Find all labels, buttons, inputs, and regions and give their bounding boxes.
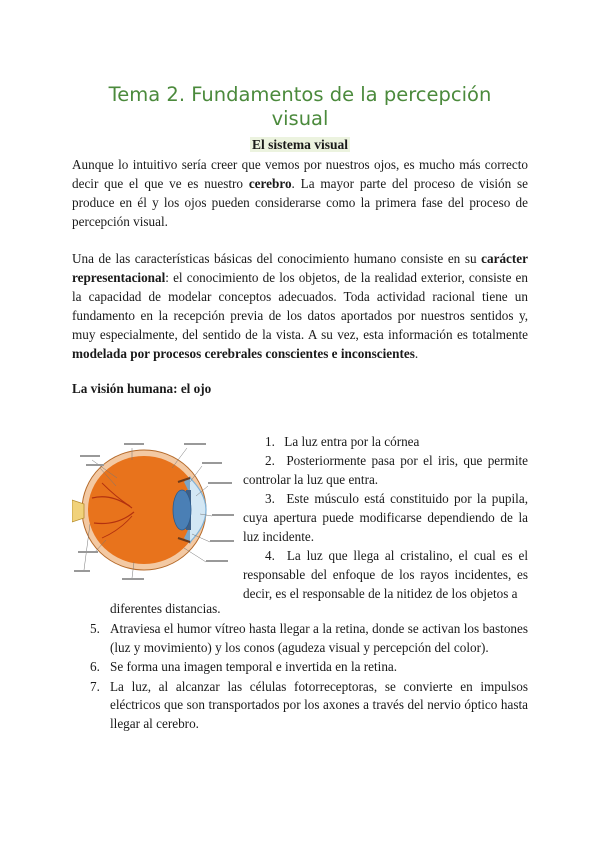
list-item-text: Se forma una imagen temporal e invertida en la retina. [110, 659, 398, 674]
section-heading-text: El sistema visual [251, 137, 348, 152]
list-item [243, 432, 528, 451]
list-item-number: 3. [265, 491, 275, 506]
list-item [243, 546, 528, 603]
list-item-number: 7. [90, 678, 100, 694]
subheading-eye: La visión humana: el ojo [72, 381, 212, 396]
paragraph-rep-text-2: : el conocimiento de los objetos, de la realidad exterior, consiste en la capacidad de modelar conceptos adecuados. Toda actividad racional tiene un fundamento en la recepción previa de los datos aportados por nuestros sentidos y, muy especialmente, del sentido de la vista. A su vez, esta información es totalmente [72, 270, 528, 342]
paragraph-representational [72, 249, 528, 363]
paragraph-intro-bold: cerebro [248, 176, 292, 191]
list-item-text: Atraviesa el humor vítreo hasta llegar a la retina, donde se activan los bastones (luz y movimiento) y los conos (agudeza visual y percepción del color). [110, 621, 528, 655]
list-item [243, 489, 528, 546]
list-steps-1-4 [243, 432, 528, 603]
list-item-number: 6. [90, 659, 100, 674]
paragraph-intro-text-2: . La mayor parte del proceso de visión se produce en él y los ojos pueden considerarse como la primera fase del proceso de percepción visual. [72, 176, 529, 229]
list-item-number: 5. [90, 621, 100, 636]
paragraph-rep-text-3: . [414, 346, 419, 361]
page-title: Tema 2. Fundamentos de la percepción visual [108, 83, 492, 131]
list-item-text: Posteriormente pasa por el iris, que permite controlar la luz que entra. [243, 453, 528, 487]
paragraph-rep-text-1: Una de las características básicas del conocimiento humano consiste en su [72, 251, 482, 266]
list-item [90, 678, 528, 734]
list-item-continuation: diferentes distancias. [110, 601, 221, 616]
list-item [90, 658, 528, 677]
list-item [243, 451, 528, 489]
paragraph-intro-text-1: Aunque lo intuitivo sería creer que vemos por nuestros ojos, es mucho más correcto decir que el que ve es nuestro [72, 157, 528, 191]
paragraph-rep-bold-1: carácter representacional [72, 251, 528, 285]
list-item-number: 2. [265, 453, 275, 468]
list-item-text: La luz entra por la córnea [284, 434, 420, 449]
section-heading [0, 136, 600, 154]
paragraph-intro [72, 155, 528, 231]
list-steps-5-7 [90, 620, 528, 733]
list-item-text: Este músculo está constituido por la pupila, cuya apertura puede modificarse dependiendo de la luz incidente. [243, 491, 528, 544]
paragraph-rep-bold-2: modelada por procesos cerebrales conscientes e inconscientes [72, 346, 415, 361]
list-item-number: 1. [265, 434, 275, 449]
list-item-number: 4. [265, 548, 275, 563]
list-item-text: La luz, al alcanzar las células fotorreceptoras, se convierte en impulsos eléctricos que son transportados por los axones a través del nervio óptico hasta llegar al cerebro. [110, 678, 528, 731]
list-item [90, 620, 528, 657]
list-item-text: La luz que llega al cristalino, el cual es el responsable del enfoque de los rayos incidentes, es decir, es el responsable de la nitidez de los objetos a [243, 548, 528, 601]
eye-anatomy-icon [72, 438, 240, 586]
